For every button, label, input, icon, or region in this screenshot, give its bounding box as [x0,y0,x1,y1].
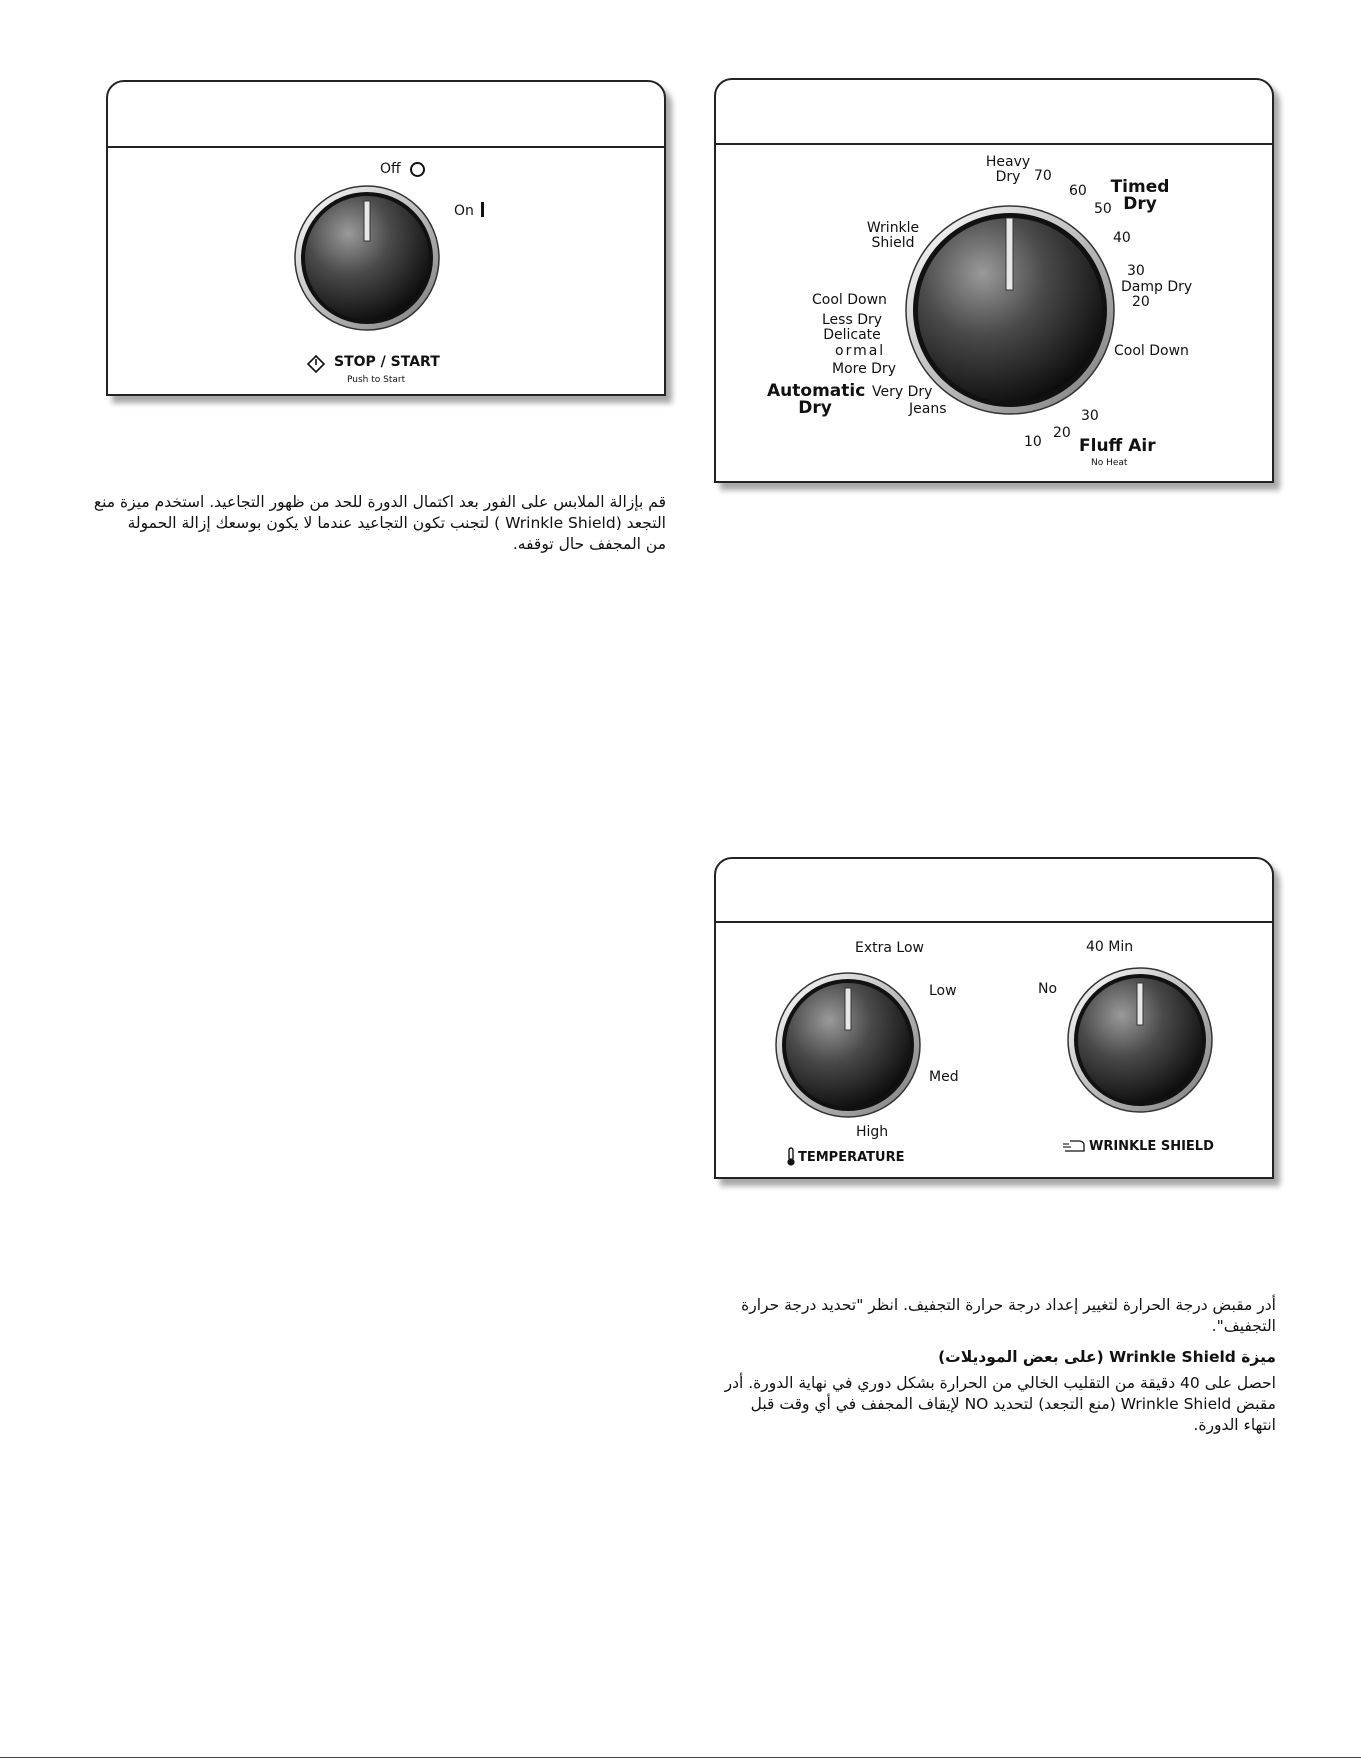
dryer-cycle-panel [714,78,1274,483]
no-heat-label: No Heat [1091,458,1128,468]
thermometer-icon [785,1147,797,1167]
less-dry-delicate-label: Less Dry Delicate [821,312,883,343]
normal-label: ormal [835,343,886,359]
damp-dry-label: Damp Dry [1121,279,1193,295]
temperature-instructions-paragraph: أدر مقبض درجة الحرارة لتغيير إعداد درجة حرارة التجفيف. انظر "تحديد درجة حرارة التجفيف". [741,1296,1276,1335]
stop-start-label: STOP / START [334,354,440,370]
wrinkle-shield-heading: ميزة Wrinkle Shield (على بعض الموديلات) [938,1348,1276,1366]
cool-down-left-label: Cool Down [812,292,887,308]
push-to-start-label: Push to Start [347,375,406,385]
more-dry-label: More Dry [832,361,896,377]
time-20-label: 20 [1132,294,1150,310]
high-label: High [856,1124,889,1140]
jeans-label: Jeans [909,401,947,417]
temperature-knob[interactable] [773,970,923,1120]
fluff-20-label: 20 [1053,425,1071,441]
panel-divider [716,143,1272,145]
wrinkle-shield-knob[interactable] [1065,965,1215,1115]
heavy-dry-label: Heavy Dry [985,154,1031,185]
time-50-label: 50 [1094,201,1112,217]
page-footer-rule [0,1757,1361,1758]
wrinkle-shield-label: Wrinkle Shield [866,220,920,251]
wrinkle-shield-paragraph: احصل على 40 دقيقة من التقليب الخالي من الحرارة بشكل دوري في نهاية الدورة. أدر مقبض Wrinkle Shield (منع التجعد) لتحديد NO لإيقاف المجفف في أي وقت قبل انتهاء الدورة. [724,1374,1276,1434]
time-70-label: 70 [1034,168,1052,184]
off-circle-icon [410,162,425,177]
low-label: Low [929,983,957,999]
time-40-label: 40 [1113,230,1131,246]
power-knob[interactable] [292,183,442,333]
panel-divider [108,146,664,148]
extra-low-label: Extra Low [855,940,924,956]
iron-icon [1062,1138,1086,1154]
wrinkle-shield-label: WRINKLE SHIELD [1089,1139,1214,1154]
fluff-30-label: 30 [1081,408,1099,424]
power-icon [306,354,326,374]
on-bar-icon [481,202,484,217]
on-label: On [454,203,474,219]
time-60-label: 60 [1069,183,1087,199]
time-30-label: 30 [1127,263,1145,279]
off-label: Off [380,161,401,177]
no-label: No [1038,981,1058,997]
wrinkle-advice-paragraph: قم بإزالة الملابس على الفور بعد اكتمال الدورة للحد من ظهور التجاعيد. استخدم ميزة منع التجعد (Wrinkle Shield ) لتجنب تكون التجاعيد عندما لا يكون بوسعك إزالة الحمولة من المجفف حال توقفه. [93,493,666,553]
temperature-label: TEMPERATURE [798,1150,905,1165]
dryer-on-off-panel [106,80,666,396]
automatic-dry-label: Automatic Dry [767,381,866,418]
temperature-wrinkle-panel [714,857,1274,1179]
cycle-knob[interactable] [903,203,1117,417]
40-min-label: 40 Min [1086,939,1134,955]
very-dry-label: Very Dry [872,384,933,400]
cool-down-right-label: Cool Down [1114,343,1189,359]
panel-divider [716,921,1272,923]
fluff-air-label: Fluff Air [1079,436,1156,456]
timed-dry-label: Timed Dry [1110,177,1170,214]
med-label: Med [929,1069,959,1085]
fluff-10-label: 10 [1024,434,1042,450]
